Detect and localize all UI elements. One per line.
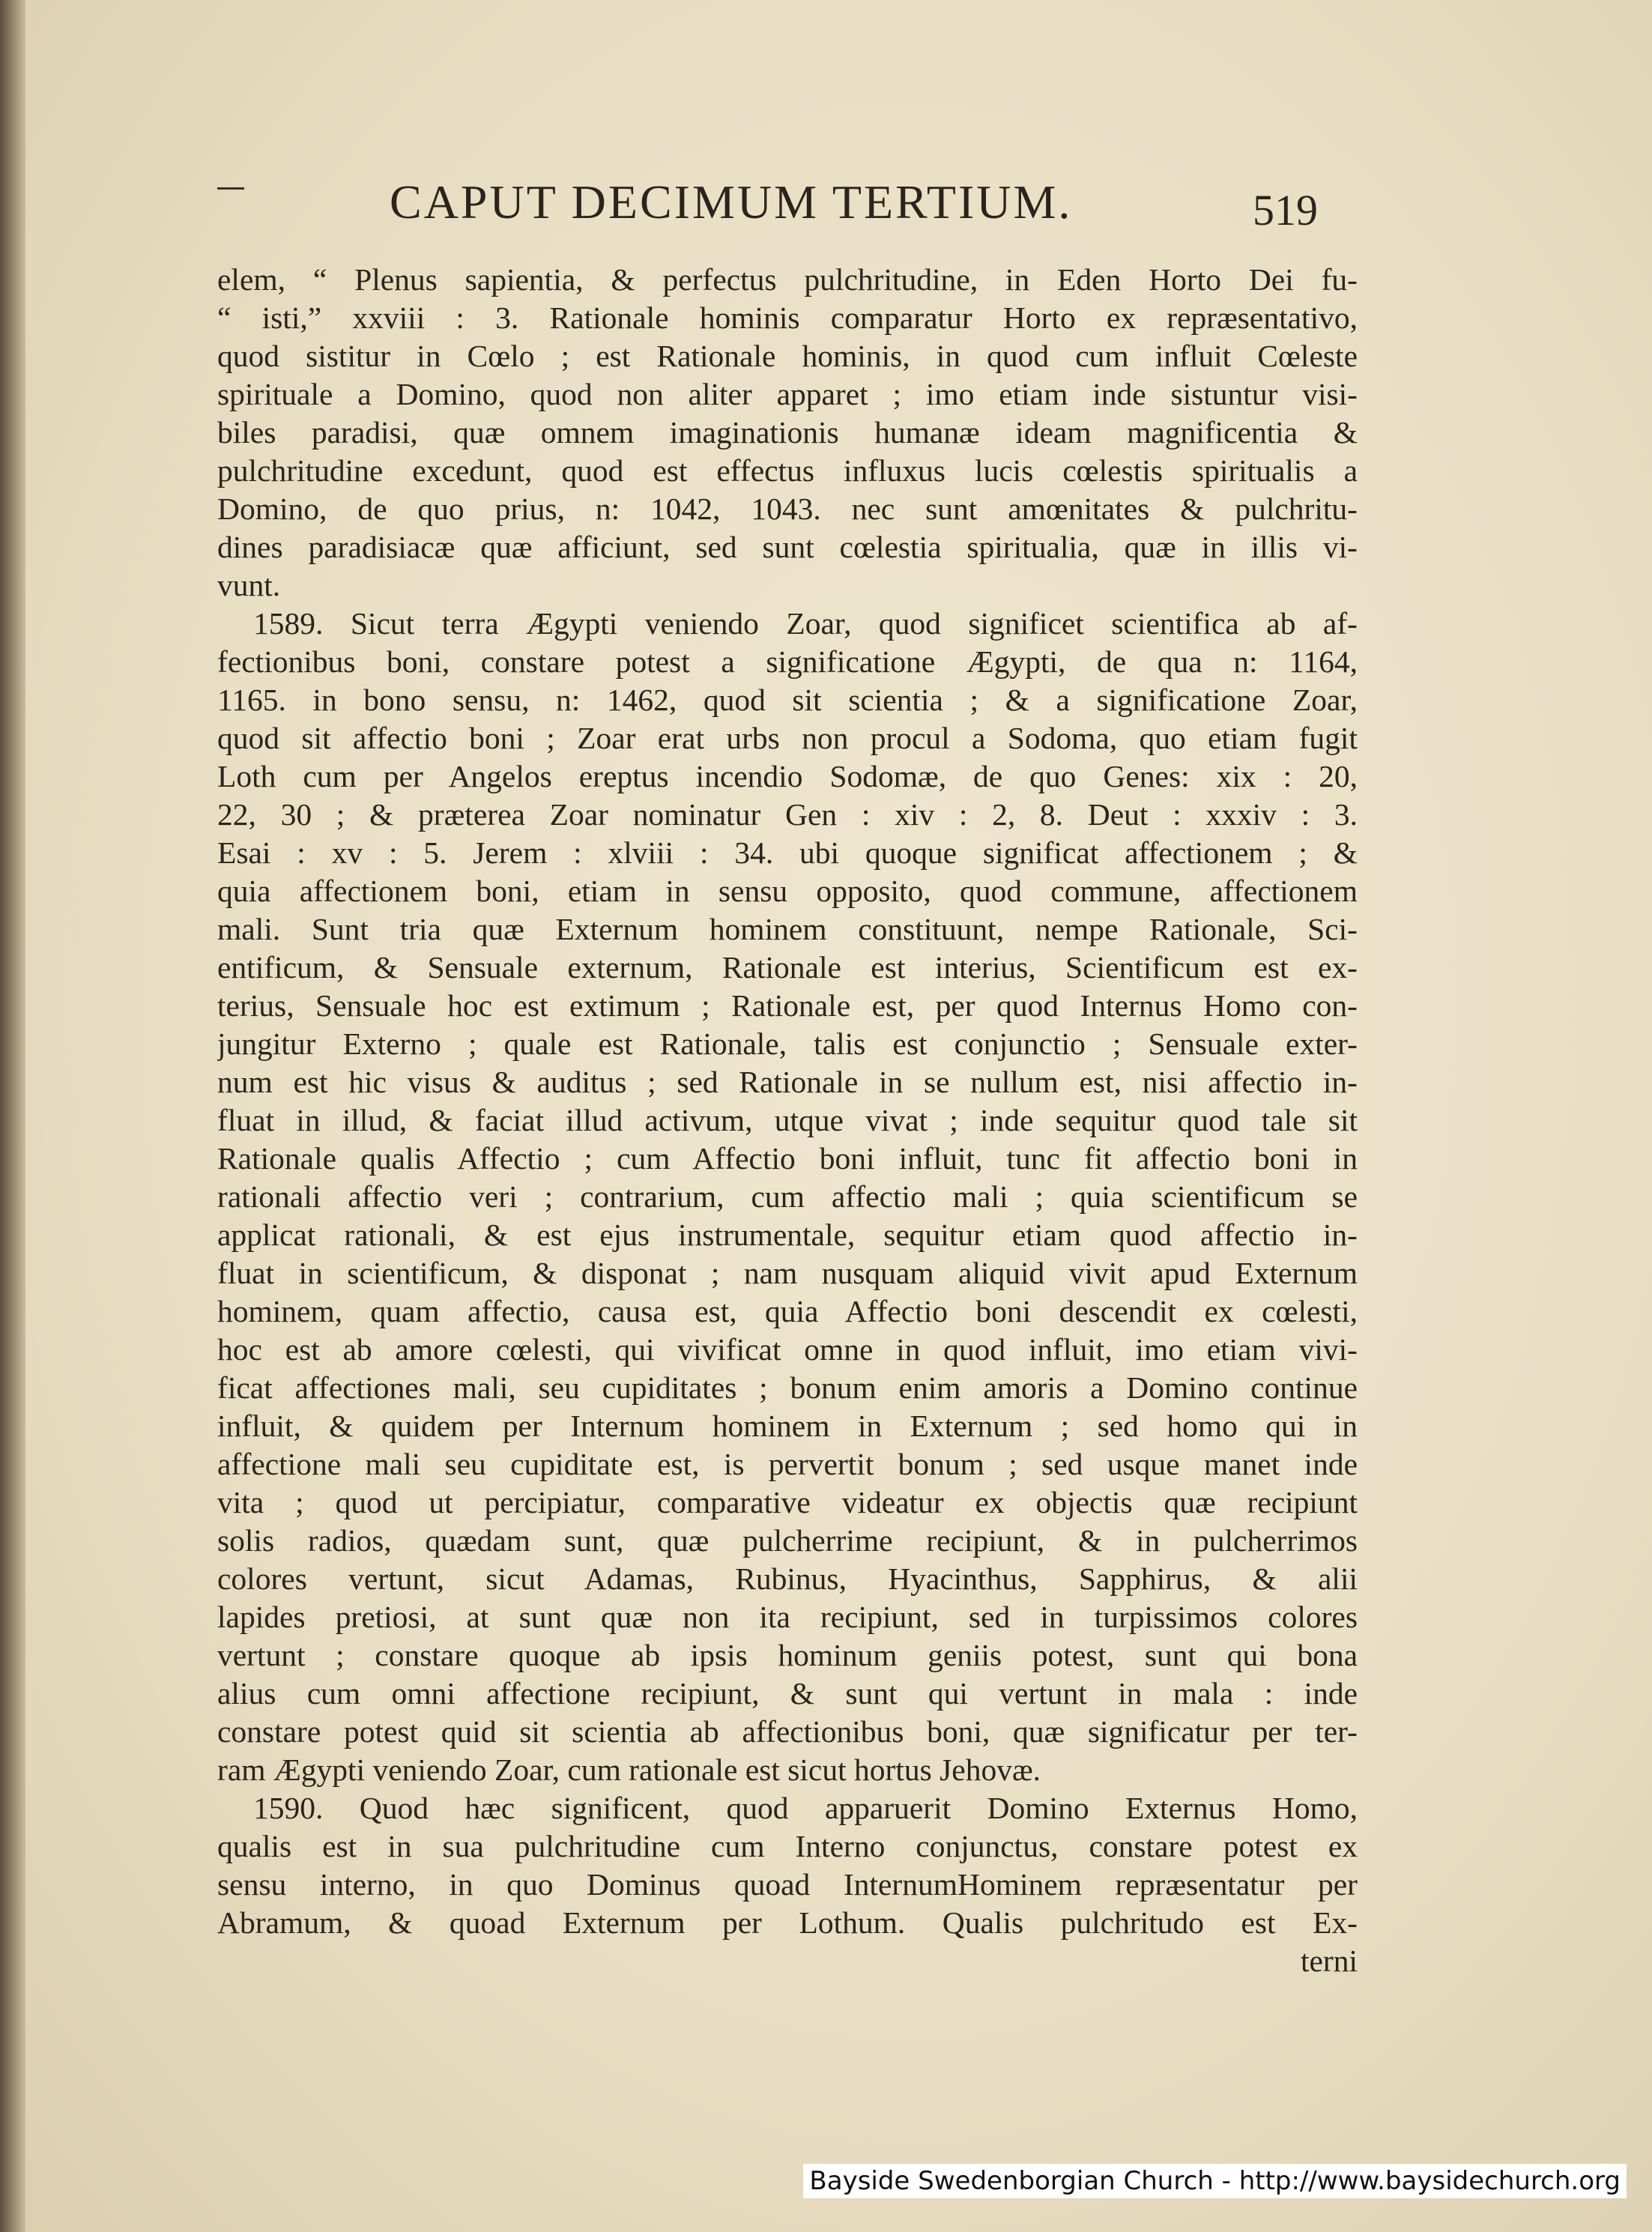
text-line: spirituale a Domino, quod non aliter apparet ; imo etiam inde sistuntur visi-: [217, 377, 1358, 411]
text-line: affectione mali seu cupiditate est, is pervertit bonum ; sed usque manet inde: [217, 1447, 1358, 1481]
text-line: quod sistitur in Cœlo ; est Rationale hominis, in quod cum influit Cœleste: [217, 339, 1358, 373]
paragraph-1589-start: 1589. Sicut terra Ægypti veniendo Zoar, quod significet scientifica ab af-: [253, 606, 1358, 641]
text-line: vita ; quod ut percipiatur, comparative videatur ex objectis quæ recipiunt: [217, 1485, 1358, 1519]
running-head: CAPUT DECIMUM TERTIUM.: [390, 175, 1073, 229]
book-gutter-shadow: [0, 0, 25, 2232]
text-line: qualis est in sua pulchritudine cum Interno conjunctus, constare potest ex: [217, 1829, 1358, 1863]
text-line: Esai : xv : 5. Jerem : xlviii : 34. ubi quoque significat affectionem ; &: [217, 835, 1358, 870]
text-line: Loth cum per Angelos ereptus incendio Sodomæ, de quo Genes: xix : 20,: [217, 759, 1358, 793]
text-line: Abramum, & quoad Externum per Lothum. Qualis pulchritudo est Ex-: [217, 1905, 1358, 1940]
text-line: fluat in scientificum, & disponat ; nam nusquam aliquid vivit apud Externum: [217, 1256, 1358, 1290]
text-line: Domino, de quo prius, n: 1042, 1043. nec sunt amœnitates & pulchritu-: [217, 492, 1358, 526]
text-line: quia affectionem boni, etiam in sensu opposito, quod commune, affectionem: [217, 874, 1358, 908]
text-line: colores vertunt, sicut Adamas, Rubinus, Hyacinthus, Sapphirus, & alii: [217, 1561, 1358, 1596]
text-line: mali. Sunt tria quæ Externum hominem constituunt, nempe Rationale, Sci-: [217, 912, 1358, 946]
text-line: Rationale qualis Affectio ; cum Affectio boni influit, tunc fit affectio boni in: [217, 1141, 1358, 1176]
text-line: quod sit affectio boni ; Zoar erat urbs non procul a Sodoma, quo etiam fugit: [217, 721, 1358, 755]
header-rule-mark: [217, 187, 244, 190]
text-line: vunt.: [217, 568, 281, 602]
text-line: dines paradisiacæ quæ afficiunt, sed sunt cœlestia spiritualia, quæ in illis vi-: [217, 530, 1358, 564]
text-line: num est hic visus & auditus ; sed Rationale in se nullum est, nisi affectio in-: [217, 1065, 1358, 1099]
text-line: influit, & quidem per Internum hominem in Externum ; sed homo qui in: [217, 1409, 1358, 1443]
text-line: fectionibus boni, constare potest a significatione Ægypti, de qua n: 1164,: [217, 644, 1358, 679]
text-line: 22, 30 ; & præterea Zoar nominatur Gen : xiv : 2, 8. Deut : xxxiv : 3.: [217, 797, 1358, 832]
text-line: sensu interno, in quo Dominus quoad InternumHominem repræsentatur per: [217, 1867, 1358, 1902]
text-line: hominem, quam affectio, causa est, quia Affectio boni descendit ex cœlesti,: [217, 1294, 1358, 1328]
text-line: rationali affectio veri ; contrarium, cum affectio mali ; quia scientificum se: [217, 1179, 1358, 1214]
text-line: jungitur Externo ; quale est Rationale, talis est conjunctio ; Sensuale exter-: [217, 1026, 1358, 1061]
text-line: biles paradisi, quæ omnem imaginationis humanæ ideam magnificentia &: [217, 415, 1358, 450]
body-text: [217, 261, 1358, 1980]
text-line: fluat in illud, & faciat illud activum, utque vivat ; inde sequitur quod tale sit: [217, 1103, 1358, 1137]
text-line: ficat affectiones mali, seu cupiditates ; bonum enim amoris a Domino continue: [217, 1370, 1358, 1405]
text-line: ram Ægypti veniendo Zoar, cum rationale est sicut hortus Jehovæ.: [217, 1752, 1041, 1787]
watermark-credit: Bayside Swedenborgian Church - http://www.baysidechurch.org: [803, 2164, 1627, 2198]
text-line: vertunt ; constare quoque ab ipsis hominum geniis potest, sunt qui bona: [217, 1638, 1358, 1672]
catchword: terni: [1300, 1944, 1358, 1978]
text-line: solis radios, quædam sunt, quæ pulcherrime recipiunt, & in pulcherrimos: [217, 1523, 1358, 1558]
text-line: entificum, & Sensuale externum, Rationale est interius, Scientificum est ex-: [217, 950, 1358, 985]
text-line: 1165. in bono sensu, n: 1462, quod sit scientia ; & a significatione Zoar,: [217, 683, 1358, 717]
text-line: “ isti,” xxviii : 3. Rationale hominis comparatur Horto ex repræsentativo,: [217, 300, 1358, 335]
text-line: hoc est ab amore cœlesti, qui vivificat omne in quod influit, imo etiam vivi-: [217, 1332, 1358, 1367]
text-line: pulchritudine excedunt, quod est effectus influxus lucis cœlestis spiritualis a: [217, 453, 1358, 488]
text-line: terius, Sensuale hoc est extimum ; Rationale est, per quod Internus Homo con-: [217, 988, 1358, 1023]
text-line: applicat rationali, & est ejus instrumentale, sequitur etiam quod affectio in-: [217, 1218, 1358, 1252]
text-line: elem, “ Plenus sapientia, & perfectus pulchritudine, in Eden Horto Dei fu-: [217, 262, 1358, 297]
paragraph-1590-start: 1590. Quod hæc significent, quod apparuerit Domino Externus Homo,: [253, 1791, 1358, 1825]
text-line: alius cum omni affectione recipiunt, & sunt qui vertunt in mala : inde: [217, 1676, 1358, 1711]
text-line: lapides pretiosi, at sunt quæ non ita recipiunt, sed in turpissimos colores: [217, 1600, 1358, 1634]
text-line: constare potest quid sit scientia ab affectionibus boni, quæ significatur per ter-: [217, 1714, 1358, 1749]
page-number: 519: [1253, 186, 1318, 235]
